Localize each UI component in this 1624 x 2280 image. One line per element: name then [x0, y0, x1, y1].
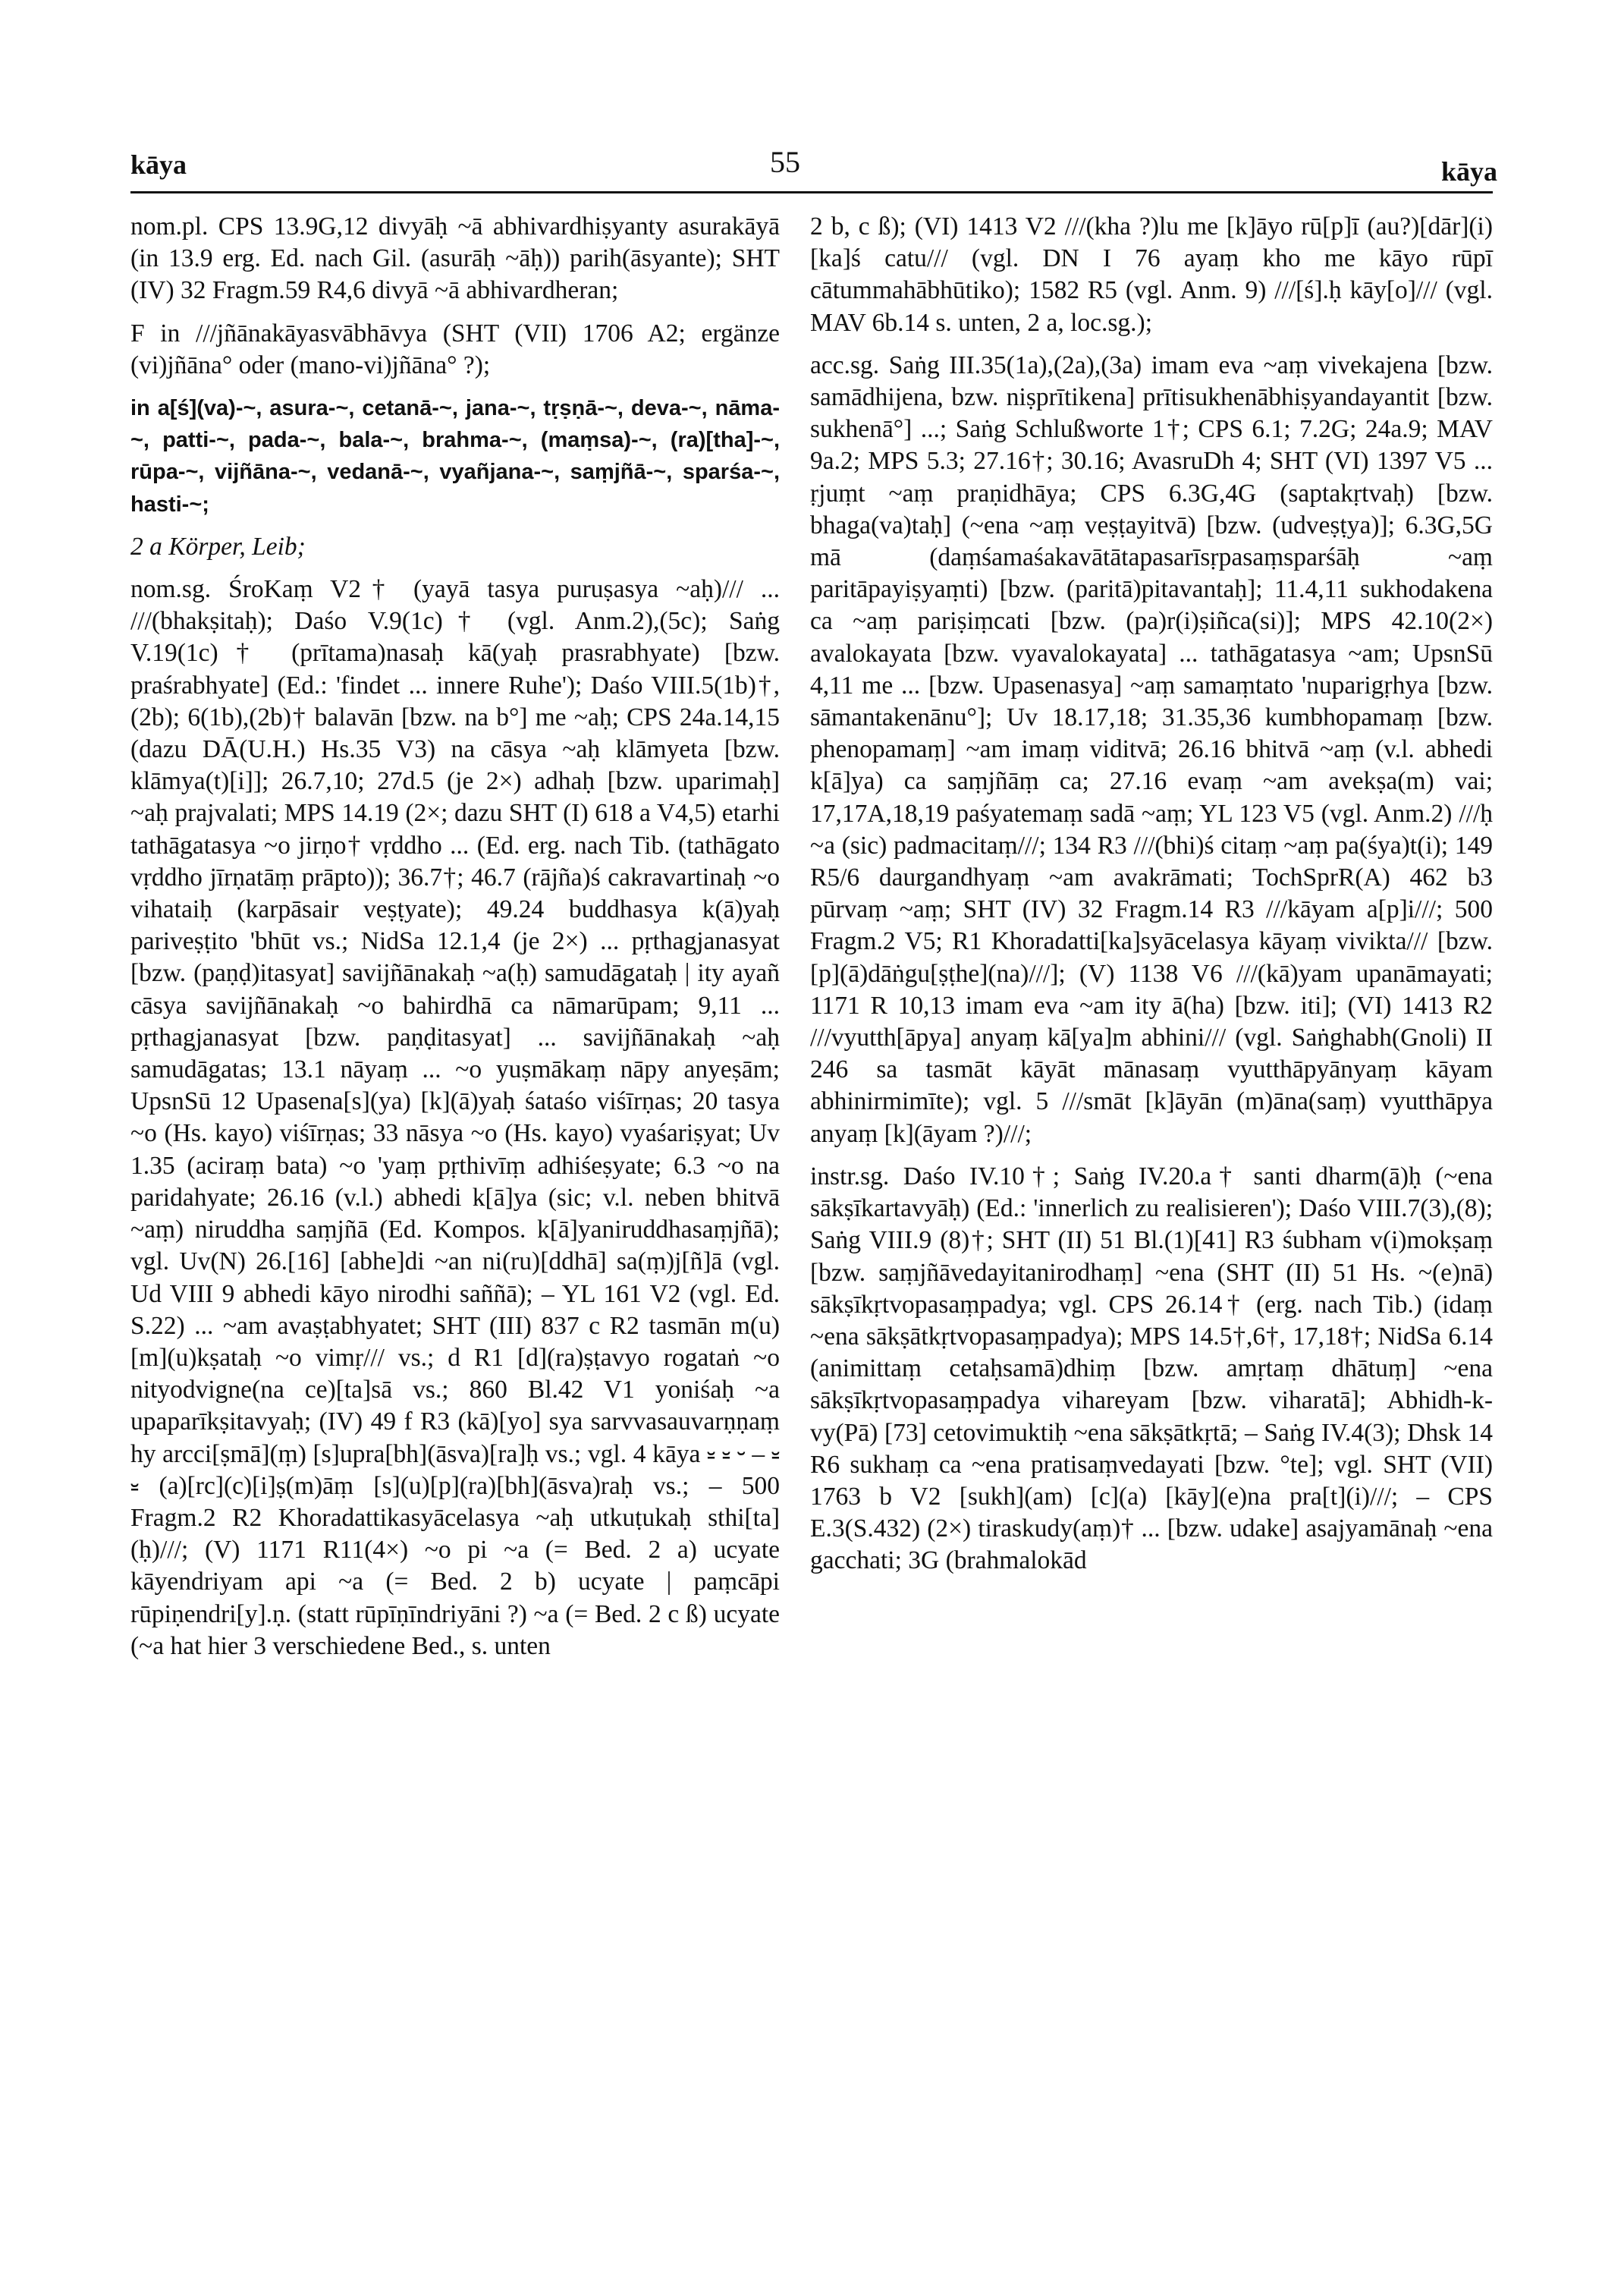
left-column [130, 211, 780, 1673]
entry-paragraph: nom.sg. ŚroKaṃ V2† (yayā tasya puruṣasya ~aḥ)/// ... ///(bhakṣitaḥ); Daśo V.9(1c)† (vgl. Anm.2),(5c); Saṅg V.19(1c)† (prītama)nasaḥ kā(yaḥ prasrabhyate) [bzw. praśrabhyate] (Ed.: 'findet ... innere Ruhe'); Daśo VIII.5(1b)†,(2b); 6(1b),(2b)† balavān [bzw. na b°] me ~aḥ; CPS 24a.14,15 (dazu DĀ(U.H.) Hs.35 V3) na cāsya ~aḥ klāmyeta [bzw. klāmya(t)[i]]; 26.7,10; 27d.5 (je 2×) adhaḥ [bzw. uparimaḥ] ~aḥ prajvalati; MPS 14.19 (2×; dazu SHT (I) 618 a V4,5) etarhi tathāgatasya ~o jirṇo† vṛddho ... (Ed. erg. nach Tib. (tathāgato vṛddho jīrṇatāṃ prāpto)); 36.7†; 46.7 (rājña)ś cakravartinaḥ ~o vihataiḥ (karpāsair veṣṭyate); 49.24 buddhasya k(ā)yaḥ pariveṣṭito 'bhūt vs.; NidSa 12.1,4 (je 2×) ... pṛthagjanasyat [bzw. (paṇḍ)itasyat] savijñānakaḥ ~a(ḥ) samudāgataḥ | ity ayañ cāsya savijñānakaḥ ~o bahirdhā ca nāmarūpam; 9,11 ... pṛthagjanasyat [bzw. paṇḍitasyat] ... savijñānakaḥ ~aḥ samudāgatas; 13.1 nāyaṃ ... ~o yuṣmākaṃ nāpy anyeṣām; UpsnSū 12 Upasena[s](ya) [k](ā)yaḥ śataśo viśīrṇas; 20 tasya ~o (Hs. kayo) viśīrṇas; 33 nāsya ~o (Hs. kayo) vyaśariṣyat; Uv 1.35 (aciraṃ bata) ~o 'yaṃ pṛthivīṃ adhiśeṣyate; 6.3 ~o na paridahyate; 26.16 (v.l.) abhedi k[ā]ya (sic; v.l. neben bhitvā ~aṃ) niruddha saṃjñā (Ed. Kompos. k[ā]yaniruddhasaṃjñā); vgl. Uv(N) 26.[16] [abhe]di ~an ni(ru)[ddhā] sa(ṃ)j[ñ]ā (vgl. Ud VIII 9 abhedi kāyo nirodhi saññā); – YL 161 V2 (vgl. Ed. S.22) ... ~am avaṣṭabhyatet; SHT (III) 837 c R2 tasmān m(u)[m](u)kṣataḥ ~o vimṛ/// vs.; d R1 [d](ra)ṣṭavyo rogataṅ ~o nityodvigne(na ce)[ta]sā vs.; 860 Bl.42 V1 yoniśaḥ ~a upaparīkṣitavyaḥ; (IV) 49 f R3 (kā)[yo] sya sarvvasauvarṇṇaṃ hy arcci[ṣmā](ṃ) [s]upra[bh](āsva)[ra]ḥ vs.; vgl. 4 kāya ⏓ ⏓ ⏑ – ⏓ ⏓ (a)[rc](c)[i]ṣ(m)āṃ [s](u)[p](ra)[bh](āsva)raḥ vs.; – 500 Fragm.2 R2 Khoradattikasyācelasya ~aḥ utkuṭukaḥ sthi[ta](ḥ)///; (V) 1171 R11(4×) ~o pi ~a (= Bed. 2 a) ucyate kāyendriyam api ~a (= Bed. 2 b) ucyate | paṃcāpi rūpiṇendri[y].ṇ. (statt rūpīṇīndriyāni ?) ~a (= Bed. 2 c ß) ucyate (~a hat hier 3 verschiedene Bed., s. unten [130, 575, 780, 1660]
sense-heading: 2 a Körper, Leib; [130, 532, 306, 561]
entry-paragraph: nom.pl. CPS 13.9G,12 divyāḥ ~ā abhivardhiṣyanty asurakāyā (in 13.9 erg. Ed. nach Gil. (asurāḥ ~āḥ)) parih(āsyante); SHT (IV) 32 Fragm.59 R4,6 divyā ~ā abhivardheran; [130, 212, 780, 305]
header-rule [130, 191, 1493, 193]
running-head-left: kāya [130, 149, 187, 180]
running-head-right: kāya [1441, 156, 1498, 187]
right-column [810, 211, 1493, 1588]
entry-paragraph: 2 b, c ß); (VI) 1413 V2 ///(kha ?)lu me [k]āyo rū[p]ī (au?)[dār](i)[ka]ś catu/// (vgl. DN I 76 ayaṃ kho me kāyo rūpī cātummahābhūtiko); 1582 R5 (vgl. Anm. 9) ///[ś].ḥ kāy[o]/// (vgl. MAV 6b.14 s. unten, 2 a, loc.sg.); [810, 212, 1493, 337]
page-number: 55 [770, 145, 800, 179]
entry-paragraph: acc.sg. Saṅg III.35(1a),(2a),(3a) imam eva ~aṃ vivekajena [bzw. samādhijena, bzw. niṣprītikena] prītisukhenābhiṣyandayantit [bzw. sukhenā°] ...; Saṅg Schlußworte 1†; CPS 6.1; 7.2G; 24a.9; MAV 9a.2; MPS 5.3; 27.16†; 30.16; AvasruDh 4; SHT (VI) 1397 V5 ... ṛjuṃt ~aṃ praṇidhāya; CPS 6.3G,4G (saptakṛtvaḥ) [bzw. bhaga(va)taḥ] (~ena ~aṃ veṣṭayitvā) [bzw. (udveṣṭya)]; 6.3G,5G mā (daṃśamaśakavātātapasarīsṛpasaṃsparśāḥ ~aṃ paritāpayiṣyaṃti) [bzw. (paritā)pitavantaḥ]; 11.4,11 sukhodakena ca ~aṃ pariṣiṃcati [bzw. (pa)r(i)ṣiñca(si)]; MPS 42.10(2×) avalokayata [bzw. vyavalokayata] ... tathāgatasya ~am; UpsnSū 4,11 me ... [bzw. Upasenasya] ~aṃ samaṃtato 'nuparigṛhya [bzw. sāmantakenānu°]; Uv 18.17,18; 31.35,36 kumbhopamaṃ [bzw. phenopamaṃ] ~am imaṃ viditvā; 26.16 bhitvā ~aṃ (v.l. abhedi k[ā]ya) ca saṃjñāṃ ca; 27.16 evaṃ ~am avekṣa(m) vai; 17,17A,18,19 paśyatemaṃ sadā ~aṃ; YL 123 V5 (vgl. Anm.2) ///ḥ ~a (sic) padmacitaṃ///; 134 R3 ///(bhi)ś citaṃ ~aṃ pa(śya)t(i); 149 R5/6 daurgandhyaṃ ~am avakrāmati; TochSprR(A) 462 b3 pūrvaṃ ~aṃ; SHT (IV) 32 Fragm.14 R3 ///kāyam a[p]i///; 500 Fragm.2 V5; R1 Khoradatti[ka]syācelasya kāyaṃ vivikta/// [bzw. [p](ā)dāṅgu[ṣṭhe](na)///]; (V) 1138 V6 ///(kā)yam upanāmayati; 1171 R 10,13 imam eva ~am ity ā(ha) [bzw. iti]; (VI) 1413 R2 ///vyutth[āpya] anyaṃ kā[ya]m abhini/// (vgl. Saṅghabh(Gnoli) II 246 sa tasmāt kāyāt mānasaṃ vyutthāpyānyaṃ kāyam abhinirmimīte); vgl. 5 ///smāt [k]āyān (m)āna(saṃ) vyutthāpya anyaṃ [k](āyam ?)///; [810, 351, 1493, 1148]
entry-paragraph: F in ///jñānakāyasvābhāvya (SHT (VII) 1706 A2; ergänze (vi)jñāna° oder (mano-vi)jñāna° ?); [130, 319, 780, 379]
compound-list: in a[ś](va)-~, asura-~, cetanā-~, jana-~, tṛṣṇā-~, deva-~, nāma-~, patti-~, pada-~, bala-~, brahma-~, (maṃsa)-~, (ra)[tha]-~, rūpa-~, vijñāna-~, vedanā-~, vyañjana-~, saṃjñā-~, sparśa-~, hasti-~; [130, 396, 780, 517]
entry-paragraph: instr.sg. Daśo IV.10†; Saṅg IV.20.a† santi dharm(ā)ḥ (~ena sākṣīkartavyāḥ) (Ed.: 'innerlich zu realisieren'); Daśo VIII.7(3),(8); Saṅg VIII.9 (8)†; SHT (II) 51 Bl.(1)[41] R3 śubham v(i)mokṣaṃ [bzw. saṃjñāvedayitanirodhaṃ] ~ena (SHT (II) 51 Hs. ~(e)nā) sākṣīkṛtvopasaṃpadya; vgl. CPS 26.14† (erg. nach Tib.) (idaṃ ~ena sākṣātkṛtvopasaṃpadya); MPS 14.5†,6†, 17,18†; NidSa 6.14 (animittaṃ cetaḥsamā)dhiṃ [bzw. amṛtaṃ dhātuṃ] ~ena sākṣīkṛtvopasaṃpadya vihareyam [bzw. viharatā]; Abhidh-k-vy(Pā) [73] cetovimuktiḥ ~ena sākṣātkṛtā; – Saṅg IV.4(3); Dhsk 14 R6 sukhaṃ ca ~ena pratisaṃvedayati [bzw. °te]; vgl. SHT (VII) 1763 b V2 [sukh](am) [c](a) [kāy](e)na pra[t](i)///; – CPS E.3(S.432) (2×) tiraskudy(aṃ)† ... [bzw. udake] asajyamānaḥ ~ena gacchati; 3G (brahmalokād [810, 1162, 1493, 1575]
